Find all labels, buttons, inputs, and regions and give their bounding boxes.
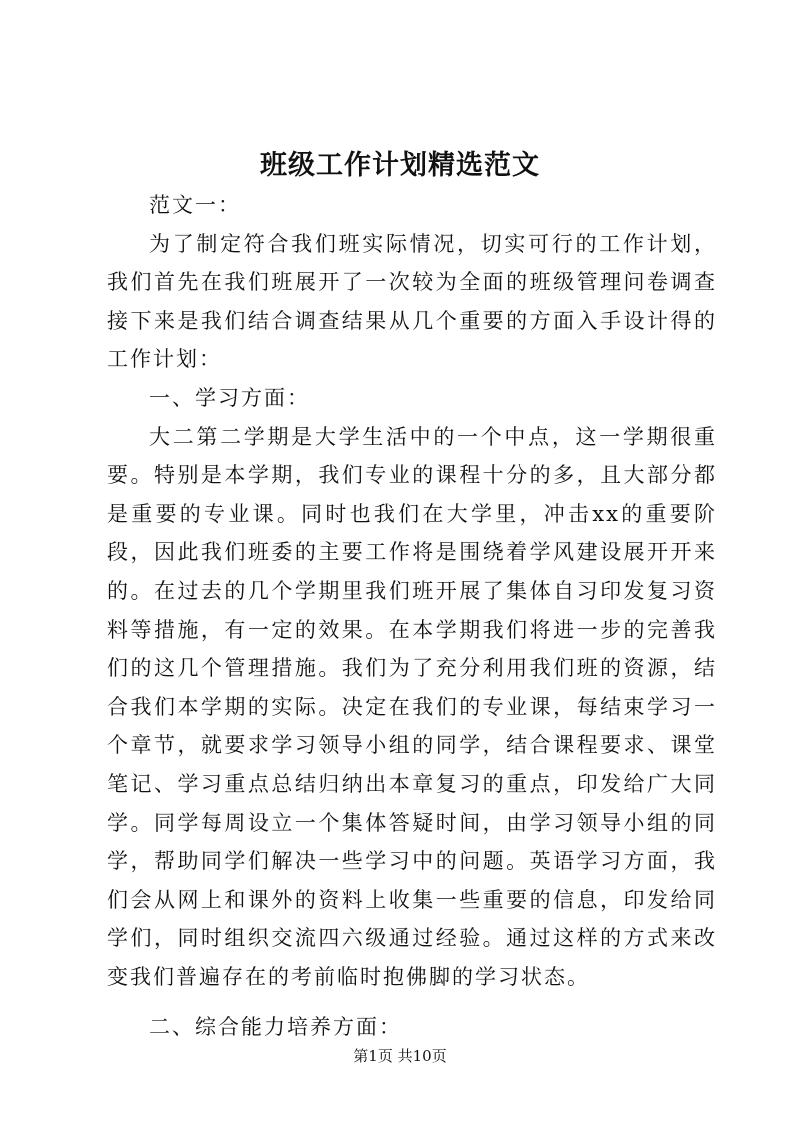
page-title: 班级工作计划精选范文: [260, 150, 540, 181]
document-body: [107, 186, 717, 1047]
paragraph-intro: 为了制定符合我们班实际情况，切实可行的工作计划，我们首先在我们班展开了一次较为全面的班级管理问卷调查接下来是我们结合调查结果从几个重要的方面入手设计得的工作计划：: [107, 231, 717, 372]
paragraph-study: 大二第二学期是大学生活中的一个中点，这一学期很重要。特别是本学期，我们专业的课程十分的多，且大部分都是重要的专业课。同时也我们在大学里，冲击xx的重要阶段，因此我们班委的主要工作将是围绕着学风建设展开开来的。在过去的几个学期里我们班开展了集体自习印发复习资料等措施，有一定的效果。在本学期我们将进一步的完善我们的这几个管理措施。我们为了充分利用我们班的资源，结合我们本学期的实际。决定在我们的专业课，每结束学习一个章节，就要求学习领导小组的同学，结合课程要求、课堂笔记、学习重点总结归纳出本章复习的重点，印发给广大同学。同学每周设立一个集体答疑时间，由学习领导小组的同学，帮助同学们解决一些学习中的问题。英语学习方面，我们会从网上和课外的资料上收集一些重要的信息，印发给同学们，同时组织交流四六级通过经验。通过这样的方式来改变我们普遍存在的考前临时抱佛脚的学习状态。: [107, 424, 717, 989]
paragraph-sample-label: 范文一：: [149, 193, 241, 217]
section-heading-ability: 二、综合能力培养方面：: [149, 1015, 402, 1040]
page-footer: 第1页 共10页: [353, 1047, 447, 1065]
section-heading-study: 一、学习方面：: [149, 385, 310, 410]
